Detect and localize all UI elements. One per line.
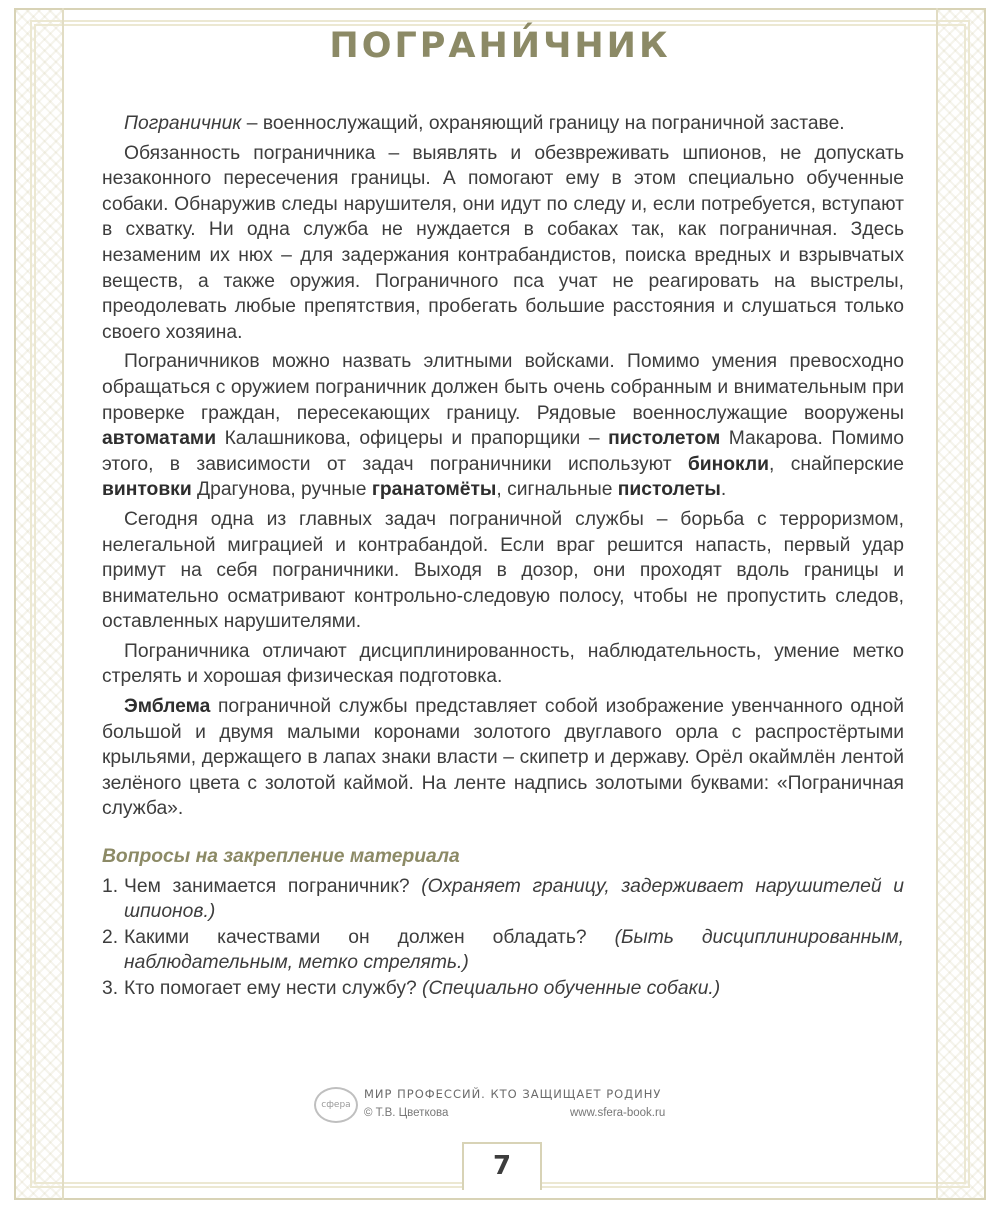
left-ornament-border — [16, 8, 62, 1200]
term: Пограничник — [124, 113, 242, 134]
list-item: 3. Кто помогает ему нести службу? (Специально обученные собаки.) — [102, 978, 721, 999]
paragraph-duties: Обязанность пограничника – выявлять и обезвреживать шпионов, не допускать незаконного пересечения границы. А помогают ему в этом специально обученные собаки. Обнаружив следы нарушителя, они идут по следу и, если потребуется, вступают в схватку. Ни одна служба не нуждается в собаках так, как пограничная. Здесь незаменим их нюх – для задержания контрабандистов, поиска вредных и взрывчатых веществ, а также оружия. Пограничного пса учат не реагировать на выстрелы, преодолевать любые препятствия, пробегать большие расстояния и слушаться только своего хозяина. — [102, 142, 904, 343]
questions-heading: Вопросы на закрепление материала — [102, 846, 460, 868]
article-body — [102, 111, 904, 1002]
footer — [314, 1080, 714, 1130]
series-title: МИР ПРОФЕССИЙ. КТО ЗАЩИЩАЕТ РОДИНУ — [364, 1087, 662, 1101]
paragraph-emblem: Эмблема пограничной службы представляет собой изображение увенчанного одной большой и двумя малыми коронами золотого двуглавого орла с распростёртыми крыльями, держащего в лапах знаки власти – скипетр и державу. Орёл окаймлён лентой зелёного цвета с золотой каймой. На ленте надпись золотыми буквами: «Пограничная служба». — [102, 696, 904, 820]
questions-list — [102, 874, 904, 1002]
list-item: 1. Чем занимается пограничник? (Охраняет границу, задерживает нарушителей и шпионов.) — [102, 875, 904, 923]
publisher-website: www.sfera-book.ru — [570, 1107, 666, 1119]
paragraph-tasks: Сегодня одна из главных задач пограничной службы – борьба с терроризмом, нелегальной миграцией и контрабандой. Если враг решится напасть, первый удар примут на себя пограничники. Выходя в дозор, они проходят вдоль границы и внимательно осматривают контрольно-следовую полосу, чтобы не пропустить следов, оставленных нарушителями. — [102, 508, 904, 633]
paragraph-definition: Пограничник – военнослужащий, охраняющий границу на пограничной заставе. — [124, 113, 845, 134]
paragraph-qualities: Пограничника отличают дисциплинированность, наблюдательность, умение метко стрелять и хорошая физическая подготовка. — [102, 640, 904, 688]
paragraph-weapons: Пограничников можно назвать элитными войсками. Помимо умения превосходно обращаться с оружием пограничник должен быть очень собранным и внимательным при проверке граждан, пересекающих границу. Рядовые военнослужащие вооружены автоматами Калашникова, офицеры и прапорщики – пистолетом Макарова. Помимо этого, в зависимости от задач пограничники используют бинокли, снайперские винтовки Драгунова, ручные гранатомёты, сигнальные пистолеты. — [102, 351, 904, 501]
author-credit: © Т.В. Цветкова — [364, 1107, 449, 1119]
page-title: ПОГРАНИ́ЧНИК — [329, 26, 671, 66]
publisher-logo-icon: сфера — [314, 1087, 358, 1123]
right-ornament-border — [938, 8, 984, 1200]
list-item: 2. Какими качествами он должен обладать? (Быть дисциплинированным, наблюдательным, метко стрелять.) — [102, 926, 904, 974]
page-number: 7 — [462, 1142, 542, 1190]
